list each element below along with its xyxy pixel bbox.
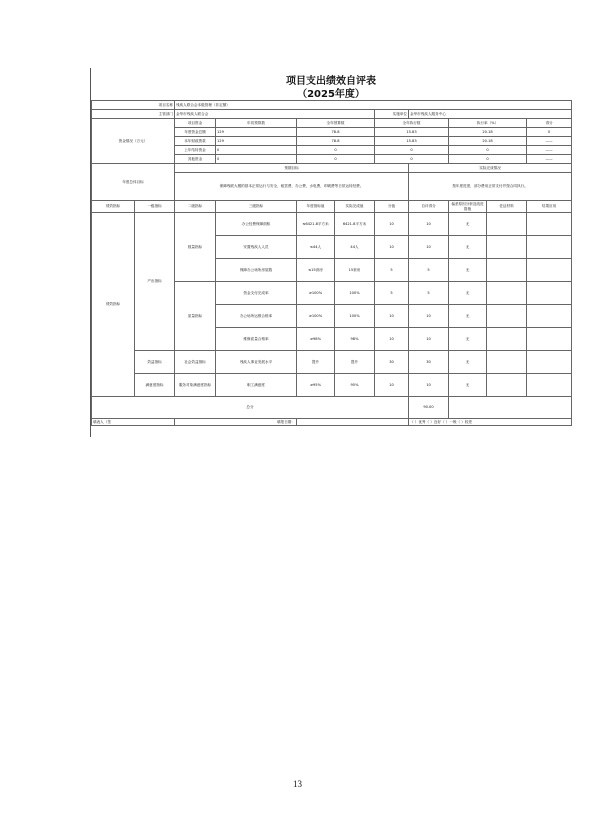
indicator-cell [487, 282, 527, 305]
indicator-cell: 资金支付完成率 [216, 282, 297, 305]
total-label: 总分 [92, 397, 409, 419]
contact-label: 填报日期： [175, 419, 297, 426]
indicator-row [92, 374, 572, 397]
goals-label: 年度总体目标 [92, 164, 175, 201]
indicator-cell: 提升 [335, 351, 375, 374]
indicator-cell: ≤44人 [297, 236, 335, 259]
impl-unit-label: 实施单位 [375, 110, 409, 119]
funds-header: 执行率（%） [449, 119, 527, 128]
indicator-header: 偏差原因分析及改进措施 [449, 201, 487, 213]
funds-cell: 上年结转资金 [175, 146, 216, 155]
indicator-cell: 10 [375, 213, 409, 236]
indicator-cell: ≥95% [297, 374, 335, 397]
indicator-cell: 无 [449, 236, 487, 259]
goals-expected-header: 预期目标 [175, 164, 409, 173]
indicator-cell [527, 328, 572, 351]
indicator-cell: 社会效益指标 [175, 351, 216, 374]
indicator-cell: 无 [449, 351, 487, 374]
indicator-cell: 10 [409, 374, 449, 397]
indicator-row [92, 351, 572, 374]
indicator-cell: 提升 [297, 351, 335, 374]
funds-header-row [92, 119, 572, 128]
indicator-cell: ≤15套房 [297, 259, 335, 282]
total-row [92, 397, 572, 419]
page-subtitle: （2025年度） [297, 89, 365, 100]
indicator-group: 绩效指标 [92, 213, 135, 397]
evaluation-sheet [90, 68, 571, 437]
indicator-cell [487, 305, 527, 328]
indicator-header: 二级指标 [175, 201, 216, 213]
indicator-cell: ≥100% [297, 305, 335, 328]
funds-header: 得分 [527, 119, 572, 128]
indicator-cell: 10 [409, 305, 449, 328]
indicator-cell: 5 [409, 282, 449, 305]
indicator-cell: 30 [409, 351, 449, 374]
indicator-cell [487, 328, 527, 351]
indicator-cell: 30 [375, 351, 409, 374]
indicator-cell [527, 236, 572, 259]
indicator-cell [487, 236, 527, 259]
indicator-header: 实际完成值 [335, 201, 375, 213]
funds-header: 全年预算数 [297, 119, 375, 128]
funds-cell: 0 [216, 155, 297, 164]
indicator-cell [527, 282, 572, 305]
indicator-cell: 100% [335, 305, 375, 328]
funds-header: 项目资金 [175, 119, 216, 128]
indicator-cell: 15套房 [335, 259, 375, 282]
funds-header: 全年执行数 [375, 119, 449, 128]
indicator-cell [527, 213, 572, 236]
indicator-cell: 44人 [335, 236, 375, 259]
indicator-header: 一级指标 [135, 201, 175, 213]
funds-cell: 20.18 [449, 137, 527, 146]
indicator-level1-effect: 效益指标 [135, 351, 175, 374]
indicator-cell: 办公场所运维合格率 [216, 305, 297, 328]
funds-cell: 0 [375, 146, 449, 155]
goals-expected: 保障残联大楼的基本正常运行与安全，租赁费，办公费，水电费，印刷费等日常运转经费。 [175, 173, 409, 201]
indicator-cell [487, 351, 527, 374]
footer-row [92, 419, 572, 426]
indicator-cell: 无 [449, 374, 487, 397]
indicator-cell [487, 259, 527, 282]
goals-actual: 按年度进度，部分费用正常支付并按合同执行。 [409, 173, 572, 201]
indicator-cell: 无 [449, 305, 487, 328]
indicator-cell: ≥98% [297, 328, 335, 351]
funds-cell: 15.83 [375, 128, 449, 137]
funds-cell: 0 [375, 155, 449, 164]
total-blank [449, 397, 572, 419]
indicator-cell: 无 [449, 282, 487, 305]
funds-cell: 年度资金总额 [175, 128, 216, 137]
indicator-cell: 办公经费保障面积 [216, 213, 297, 236]
indicator-cell: 98% [335, 328, 375, 351]
indicator-cell: 残疾人事业发展水平 [216, 351, 297, 374]
funds-cell: 15.83 [375, 137, 449, 146]
evaluation-table [91, 100, 572, 426]
goals-actual-header: 实际完成情况 [409, 164, 572, 173]
indicator-cell: 100% [335, 282, 375, 305]
total-score: 90.00 [409, 397, 449, 419]
indicator-cell: 5 [409, 259, 449, 282]
indicator-header: 年度指标值 [297, 201, 335, 213]
indicator-header: 绩效指标 [92, 201, 135, 213]
indicator-cell [487, 374, 527, 397]
indicator-cell: 安置残疾人人员 [216, 236, 297, 259]
rating-options: （ ）优秀（ ）良好（ ）一般（ ）较差 [409, 419, 572, 426]
contact-value [297, 419, 409, 426]
indicator-header: 三级指标 [216, 201, 297, 213]
indicator-cell: 职工满意度 [216, 374, 297, 397]
funds-cell: —— [527, 137, 572, 146]
indicator-cell: 10 [375, 374, 409, 397]
funds-cell: 本年财政拨款 [175, 137, 216, 146]
indicator-cell: 10 [375, 236, 409, 259]
indicator-header-row [92, 201, 572, 213]
funds-cell: 0 [216, 146, 297, 155]
indicator-cell: 维修质量合格率 [216, 328, 297, 351]
page-number: 13 [293, 779, 302, 789]
funds-cell: 129 [216, 128, 297, 137]
indicator-cell: 无 [449, 213, 487, 236]
indicator-row [92, 213, 572, 236]
indicator-header: 自评得分 [409, 201, 449, 213]
funds-cell: 0 [297, 146, 375, 155]
funds-cell: 0 [297, 155, 375, 164]
indicator-cell: 无 [449, 328, 487, 351]
funds-cell: 其他资金 [175, 155, 216, 164]
indicator-cell [527, 259, 572, 282]
indicator-cell: 10 [409, 328, 449, 351]
indicator-level1-output: 产出指标 [135, 213, 175, 351]
indicator-header: 佐证材料 [487, 201, 527, 213]
authority-value: 金华市残疾人联合会 [175, 110, 375, 119]
funds-cell: —— [527, 155, 572, 164]
indicator-cell: 10 [409, 213, 449, 236]
indicator-level2-quantity: 数量指标 [175, 213, 216, 282]
funds-cell: 78.8 [297, 137, 375, 146]
indicator-level2-quality: 质量指标 [175, 282, 216, 351]
indicator-header: 结果应用 [527, 201, 572, 213]
funds-label: 资金情况（万元） [92, 119, 175, 164]
indicator-cell [487, 213, 527, 236]
indicator-cell: ≤6421.8平方米 [297, 213, 335, 236]
funds-cell: —— [527, 146, 572, 155]
funds-cell: 0 [527, 128, 572, 137]
indicator-header: 分值 [375, 201, 409, 213]
funds-cell: 129 [216, 137, 297, 146]
impl-unit-value: 金华市残疾人服务中心 [409, 110, 572, 119]
indicator-cell: 无 [449, 259, 487, 282]
indicator-cell: 5 [375, 259, 409, 282]
project-row [92, 101, 572, 110]
project-name-label: 项目名称 [92, 101, 175, 110]
indicator-cell: 10 [409, 236, 449, 259]
indicator-cell: 5 [375, 282, 409, 305]
goals-header-row [92, 164, 572, 173]
authority-label: 主管部门 [92, 110, 175, 119]
funds-cell: 78.8 [297, 128, 375, 137]
indicator-cell: 服务对象满意度指标 [175, 374, 216, 397]
authority-row [92, 110, 572, 119]
indicator-cell: 6421.8平方米 [335, 213, 375, 236]
indicator-cell: 10 [375, 305, 409, 328]
indicator-cell: 10 [375, 328, 409, 351]
indicator-level1-satisfaction: 满意度指标 [135, 374, 175, 397]
page-title: 项目支出绩效自评表 [286, 76, 376, 87]
funds-cell: 0 [449, 146, 527, 155]
indicator-cell: 保障办公场所房屋数 [216, 259, 297, 282]
project-name: 残疾人联合会本级管理（非定额） [175, 101, 572, 110]
indicator-cell [527, 374, 572, 397]
funds-cell: 0 [449, 155, 527, 164]
indicator-cell [527, 305, 572, 328]
indicator-cell: 95% [335, 374, 375, 397]
indicator-cell [527, 351, 572, 374]
indicator-cell: ≥100% [297, 282, 335, 305]
funds-cell: 20.18 [449, 128, 527, 137]
filler-label: 填表人（签 [92, 419, 175, 426]
funds-header: 年初预算数 [216, 119, 297, 128]
